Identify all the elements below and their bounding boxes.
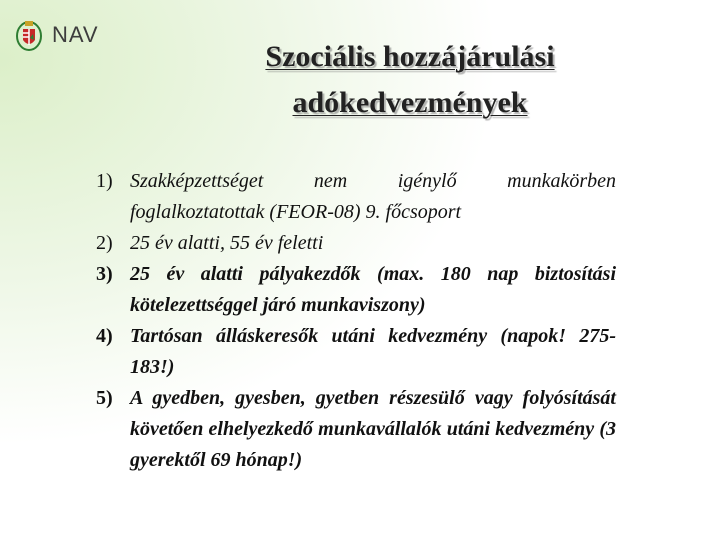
list-item-number: 3) [96,263,113,285]
list-item-number: 4) [96,325,113,347]
list-item-number: 5) [96,387,113,409]
list-item [90,166,616,228]
list-item [90,259,616,321]
nav-logo [16,18,99,52]
list-item-number: 1) [96,170,113,192]
hungarian-coat-of-arms-icon [16,18,42,52]
list-item-text: 25 év alatti, 55 év feletti [130,232,324,254]
list-item [90,228,616,259]
list-item-text: 25 év alatti pályakezdők (max. 180 nap biztosítási kötelezettséggel járó munkaviszony) [130,263,616,316]
list-item [90,321,616,383]
title-line-1: Szociális hozzájárulási [265,40,555,73]
benefits-list [90,166,616,476]
list-item-text: Tartósan álláskeresők utáni kedvezmény (napok! 275-183!) [130,325,616,378]
list-item-text: A gyedben, gyesben, gyetben részesülő vagy folyósítását követően elhelyezkedő munkavállalók utáni kedvezmény (3 gyerektől 69 hónap!) [130,387,616,471]
list-item-text: Szakképzettséget nem igénylő munkakörben foglalkoztatottak (FEOR-08) 9. főcsoport [130,170,616,223]
page-title [140,34,680,126]
title-line-2: adókedvezmények [292,86,528,119]
list-item-number: 2) [96,232,113,254]
list-item [90,383,616,476]
logo-text: NAV [52,22,99,47]
